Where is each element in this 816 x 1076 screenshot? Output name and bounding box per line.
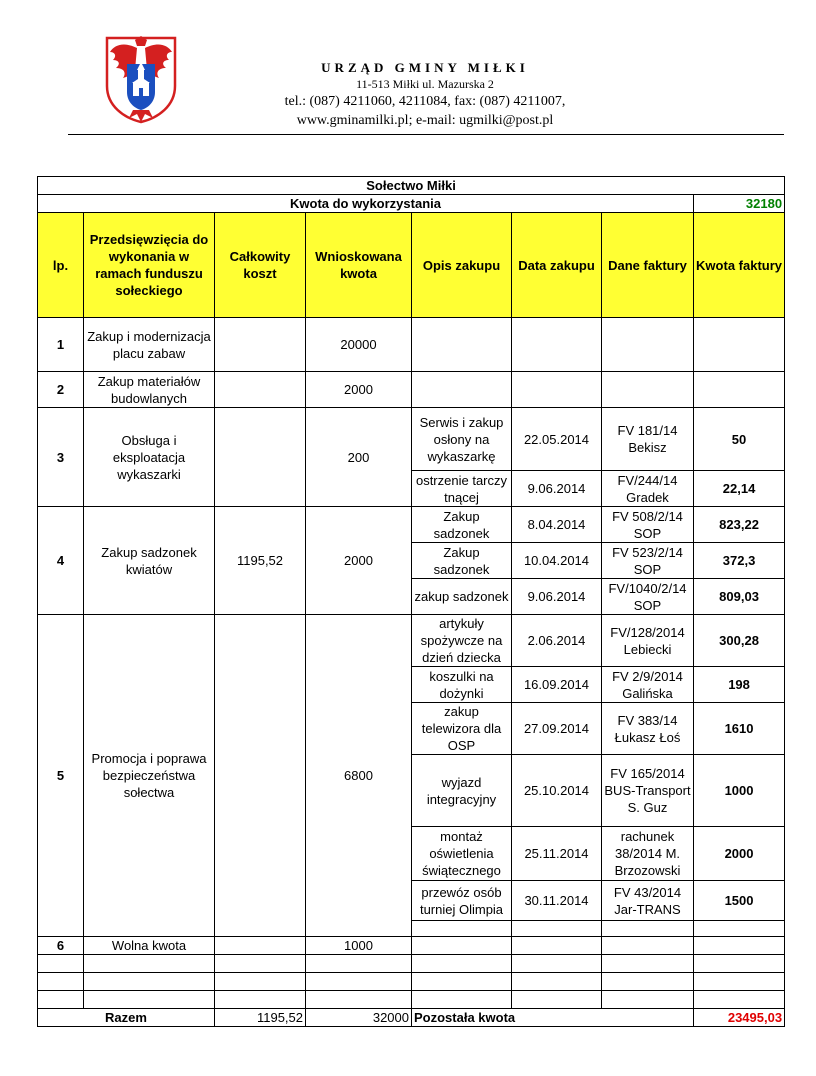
office-phones: tel.: (087) 4211060, 4211084, fax: (087) 4211007, [284,94,566,109]
row-lp: 2 [38,372,84,408]
header-total-cost: Całkowity koszt [215,213,306,318]
purchase-date: 2.06.2014 [512,615,602,667]
row-project-name: Promocja i poprawa bezpieczeństwa sołectwa [84,615,215,937]
letterhead [0,0,816,140]
invoice-amount: 22,14 [694,471,785,507]
budget-value: 32180 [694,195,785,213]
purchase-desc: przewóz osób turniej Olimpia [412,881,512,921]
purchase-date [512,372,602,408]
header-project: Przedsięwzięcia do wykonania w ramach funduszu sołeckiego [84,213,215,318]
row-lp: 6 [38,937,84,955]
empty-cell [215,991,306,1009]
table-row [38,318,785,372]
empty-cell [84,973,215,991]
row-total-cost [215,408,306,507]
invoice-amount: 50 [694,408,785,471]
budget-label: Kwota do wykorzystania [38,195,694,213]
table-row [38,937,785,955]
office-name: URZĄD GMINY MIŁKI [321,60,529,75]
purchase-date: 10.04.2014 [512,543,602,579]
totals-row [38,1009,785,1027]
table-row [38,408,785,471]
invoice-amount: 1000 [694,755,785,827]
empty-cell [512,991,602,1009]
empty-cell [602,973,694,991]
header-invoice: Dane faktury [602,213,694,318]
empty-cell [412,955,512,973]
purchase-date: 8.04.2014 [512,507,602,543]
row-lp: 1 [38,318,84,372]
invoice-amount: 809,03 [694,579,785,615]
table-row [38,615,785,667]
invoice-details: FV/128/2014 Lebiecki [602,615,694,667]
purchase-desc [412,937,512,955]
header-purchase-date: Data zakupu [512,213,602,318]
invoice-details [602,937,694,955]
table-row [38,372,785,408]
row-requested-amount: 2000 [306,507,412,615]
empty-row [38,991,785,1009]
remaining-label: Pozostała kwota [412,1009,694,1027]
purchase-desc [412,318,512,372]
totals-total-cost: 1195,52 [215,1009,306,1027]
letterhead-divider [68,134,784,135]
purchase-desc: zakup sadzonek [412,579,512,615]
empty-cell [694,991,785,1009]
office-web-email: www.gminamilki.pl; e-mail: ugmilki@post.pl [296,113,554,128]
invoice-details: rachunek 38/2014 M. Brzozowski [602,827,694,881]
invoice-amount: 1610 [694,703,785,755]
header-requested: Wnioskowana kwota [306,213,412,318]
empty-cell [694,973,785,991]
purchase-desc [412,921,512,937]
empty-row [38,955,785,973]
invoice-details: FV 2/9/2014 Galińska [602,667,694,703]
row-project-name: Obsługa i eksploatacja wykaszarki [84,408,215,507]
purchase-desc [412,372,512,408]
purchase-desc: koszulki na dożynki [412,667,512,703]
invoice-amount [694,921,785,937]
fund-table [37,176,785,1027]
invoice-details [602,372,694,408]
table-title: Sołectwo Miłki [38,177,785,195]
row-requested-amount: 2000 [306,372,412,408]
row-total-cost [215,937,306,955]
empty-cell [306,955,412,973]
invoice-amount: 2000 [694,827,785,881]
empty-cell [306,991,412,1009]
purchase-desc: zakup telewizora dla OSP [412,703,512,755]
row-lp: 5 [38,615,84,937]
purchase-desc: artykuły spożywcze na dzień dziecka [412,615,512,667]
invoice-details: FV 383/14 Łukasz Łoś [602,703,694,755]
invoice-details: FV 165/2014 BUS-Transport S. Guz [602,755,694,827]
invoice-amount: 823,22 [694,507,785,543]
row-project-name: Zakup materiałów budowlanych [84,372,215,408]
invoice-amount [694,937,785,955]
empty-cell [512,973,602,991]
row-total-cost [215,615,306,937]
empty-cell [38,991,84,1009]
totals-label: Razem [38,1009,215,1027]
row-project-name: Zakup i modernizacja placu zabaw [84,318,215,372]
empty-cell [602,991,694,1009]
invoice-amount: 300,28 [694,615,785,667]
row-total-cost [215,372,306,408]
coat-of-arms-icon [103,34,179,124]
purchase-date [512,937,602,955]
purchase-date: 9.06.2014 [512,471,602,507]
invoice-amount: 1500 [694,881,785,921]
purchase-desc: ostrzenie tarczy tnącej [412,471,512,507]
empty-cell [215,973,306,991]
invoice-details [602,921,694,937]
purchase-desc: Serwis i zakup osłony na wykaszarkę [412,408,512,471]
row-requested-amount: 1000 [306,937,412,955]
totals-requested: 32000 [306,1009,412,1027]
invoice-details: FV 508/2/14 SOP [602,507,694,543]
row-project-name: Wolna kwota [84,937,215,955]
invoice-details: FV 523/2/14 SOP [602,543,694,579]
empty-cell [84,955,215,973]
purchase-date: 25.10.2014 [512,755,602,827]
row-project-name: Zakup sadzonek kwiatów [84,507,215,615]
purchase-date: 25.11.2014 [512,827,602,881]
invoice-amount: 198 [694,667,785,703]
purchase-date [512,318,602,372]
purchase-desc: Zakup sadzonek [412,543,512,579]
purchase-desc: wyjazd integracyjny [412,755,512,827]
invoice-details: FV 181/14 Bekisz [602,408,694,471]
invoice-details [602,318,694,372]
invoice-details: FV/1040/2/14 SOP [602,579,694,615]
empty-cell [412,991,512,1009]
office-address: 11-513 Miłki ul. Mazurska 2 [356,77,494,91]
empty-row [38,973,785,991]
empty-cell [38,973,84,991]
empty-cell [694,955,785,973]
empty-cell [215,955,306,973]
empty-cell [306,973,412,991]
header-purchase-desc: Opis zakupu [412,213,512,318]
row-lp: 3 [38,408,84,507]
row-requested-amount: 6800 [306,615,412,937]
empty-cell [512,955,602,973]
purchase-desc: montaż oświetlenia świątecznego [412,827,512,881]
invoice-amount [694,372,785,408]
remaining-value: 23495,03 [694,1009,785,1027]
invoice-amount: 372,3 [694,543,785,579]
row-total-cost: 1195,52 [215,507,306,615]
row-lp: 4 [38,507,84,615]
invoice-details: FV/244/14 Gradek [602,471,694,507]
purchase-date: 30.11.2014 [512,881,602,921]
header-invoice-amount: Kwota faktury [694,213,785,318]
purchase-desc: Zakup sadzonek [412,507,512,543]
invoice-details: FV 43/2014 Jar-TRANS [602,881,694,921]
row-requested-amount: 200 [306,408,412,507]
row-total-cost [215,318,306,372]
empty-cell [84,991,215,1009]
empty-cell [38,955,84,973]
purchase-date: 9.06.2014 [512,579,602,615]
header-lp: lp. [38,213,84,318]
purchase-date: 27.09.2014 [512,703,602,755]
empty-cell [412,973,512,991]
purchase-date: 16.09.2014 [512,667,602,703]
purchase-date: 22.05.2014 [512,408,602,471]
empty-cell [602,955,694,973]
purchase-date [512,921,602,937]
row-requested-amount: 20000 [306,318,412,372]
table-row [38,507,785,543]
invoice-amount [694,318,785,372]
